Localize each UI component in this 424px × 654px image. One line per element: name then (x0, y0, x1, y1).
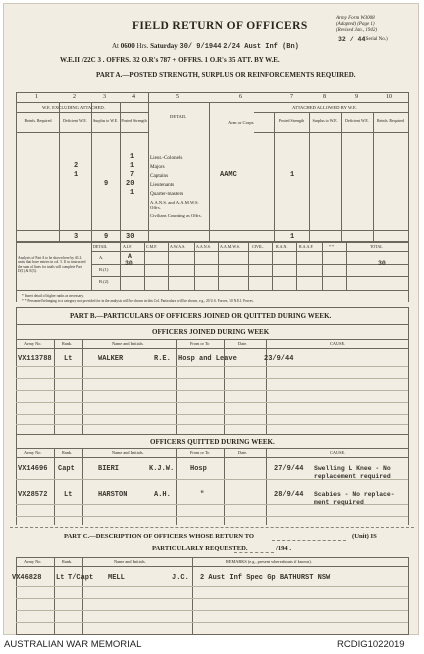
col-head: CAUSE. (330, 450, 346, 455)
arm-header: Arm or Corps (228, 120, 254, 125)
sub-header: Posted Strength (278, 118, 305, 123)
col-head: Name and Initials. (112, 450, 144, 455)
analysis-footnote: * * Personnel belonging to a category not provided for in the analysis will be shown in this Col. Particulars will be shown, e.g., 20 U.S. Forces, 10 N.E.I. Forces. (22, 299, 254, 303)
sub-header: Reinfs. Required (376, 118, 405, 123)
part-a-title: PART A.—POSTED STRENGTH, SURPLUS OR REINFORCEMENTS REQUIRED. (96, 71, 356, 79)
date: 27/9/44 (274, 465, 304, 473)
part-c-unit: (Unit) IS (352, 533, 377, 540)
sub-header: Posted Strength (121, 118, 147, 123)
col-number: 8 (323, 94, 326, 100)
col-number: 9 (355, 94, 358, 100)
serial-number: 32 / 44 (338, 36, 366, 43)
attached-or: O.R's 35 (209, 56, 236, 64)
col-number: 5 (176, 94, 179, 100)
posted-qm: 1 (130, 189, 135, 197)
initials: K.J.W. (149, 465, 175, 473)
att-by-we-label: ATT. BY W.E. (237, 56, 280, 64)
initials: R.E. (154, 355, 171, 363)
part-c-requested: PARTICULARLY REQUESTED. (152, 545, 248, 552)
army-no: VX46828 (12, 574, 42, 582)
analysis-aif-a: A (128, 253, 132, 260)
joined-title: OFFICERS JOINED DURING WEEK (152, 328, 270, 336)
posted-majors: 1 (130, 162, 135, 170)
cause: ment required (314, 499, 364, 506)
col-head: Army No. (24, 341, 42, 346)
quitted-title: OFFICERS QUITTED DURING WEEK. (150, 438, 275, 446)
sub-header: Deficient W.E. (345, 118, 369, 123)
col-head: Name and Initials. (112, 341, 144, 346)
attached-posted: 1 (290, 171, 295, 179)
sub-header: Deficient W.E. (63, 118, 87, 123)
col-number: 1 (35, 94, 38, 100)
detail-header: DETAIL (170, 114, 187, 119)
archive-name: AUSTRALIAN WAR MEMORIAL (4, 639, 142, 650)
total-surplus: 9 (104, 233, 109, 241)
deficient-majors: 2 (74, 162, 79, 170)
army-no: VX28572 (18, 491, 48, 499)
analysis-head: CIVIL. (252, 244, 264, 249)
analysis-head: * * (329, 244, 334, 249)
return-day: Saturday (150, 42, 178, 50)
part-c-title: PART C.—DESCRIPTION OF OFFICERS WHOSE RETURN TO (64, 533, 254, 540)
rank-temporary: T/Capt (68, 574, 94, 582)
form-sheet (3, 3, 419, 635)
archive-footer (0, 636, 424, 654)
from-to: " (200, 491, 205, 499)
posted-lieutenants: 20 (126, 180, 135, 188)
cause: Scabies - No replace- (314, 491, 395, 498)
analysis-footnote: * Insert detail of higher ranks as necessary. (22, 294, 84, 298)
analysis-head: A.A.M.W.S. (220, 244, 240, 249)
analysis-head: R.A.A.F. (299, 244, 314, 249)
rank: Lt (64, 355, 73, 363)
col-head: REMARKS (e.g., present whereabouts if known). (226, 559, 312, 564)
return-time-line (112, 42, 299, 51)
deficient-captains: 1 (74, 171, 79, 179)
col-head: Rank. (62, 450, 73, 455)
analysis-head: TOTAL (370, 244, 383, 249)
surname: MELL (108, 574, 125, 582)
analysis-note: Analysis of Part A to be shown here by ALL units that have entries in col. 5. If so instructed the sum of lines for totals will complete Part D(1) & E(3). (18, 256, 86, 274)
archive-reference: RCDIG1022019 (337, 639, 405, 650)
col-head: Rank. (62, 341, 73, 346)
analysis-head: DETAIL (93, 244, 108, 249)
form-reference (336, 16, 377, 34)
rank-label: Civilians Counting as Offrs. (150, 213, 202, 218)
cut-line (10, 527, 414, 528)
posted-ltcol: 1 (130, 153, 135, 161)
surname: WALKER (98, 355, 124, 363)
remarks: 2 Aust Inf Spec Gp BATHURST NSW (200, 574, 331, 582)
col-head: From or To (190, 341, 210, 346)
analysis-total: 30 (378, 260, 386, 267)
unit-name: 2/24 Aust Inf (Bn) (223, 43, 299, 51)
total-posted: 30 (126, 233, 135, 241)
analysis-head: A.A.N.S. (196, 244, 211, 249)
sub-header: Surplus to W.E. (92, 118, 119, 123)
sub-header: Reinfs. Required (24, 118, 52, 123)
we-reference: W.E.II /22C 3 (60, 56, 101, 64)
analysis-head: A.I.F. (123, 244, 133, 249)
group-header-right: ATTACHED ALLOWED BY W.E. (292, 105, 357, 110)
at-label: At (112, 42, 119, 50)
form-ref-line: Army Form W3008 (336, 16, 375, 21)
col-head: Date. (238, 341, 248, 346)
cause: Swelling L Knee - No (314, 465, 391, 472)
col-number: 3 (103, 94, 106, 100)
serial-label: (Serial No.) (364, 37, 388, 42)
col-head: Date. (238, 450, 248, 455)
col-number: 4 (132, 94, 135, 100)
or-count: O.R's 787 (141, 56, 171, 64)
surname: HARSTON (98, 491, 128, 499)
rank-label: Captains (150, 173, 169, 179)
posted-captains: 7 (130, 171, 135, 179)
total-deficient: 3 (74, 233, 79, 241)
form-title: FIELD RETURN OF OFFICERS (132, 20, 308, 32)
date: 28/9/44 (274, 491, 304, 499)
analysis-head: A.W.A.S. (170, 244, 186, 249)
date: 23/9/44 (264, 355, 294, 363)
rank: Lt (64, 491, 73, 499)
establishment-line (60, 56, 280, 64)
army-no: VX113788 (18, 355, 52, 363)
from-to: Hosp and Leave (178, 355, 237, 363)
part-b-title: PART B.—PARTICULARS OF OFFICERS JOINED OR QUITTED DURING WEEK. (70, 312, 332, 320)
sub-header: Surplus to W.E. (312, 118, 338, 123)
col-number: 7 (290, 94, 293, 100)
group-header-left: W.E. EXCLUDING ATTACHED. (42, 105, 105, 110)
analysis-row-label: B.(2) (99, 279, 109, 284)
col-head: Army No. (24, 559, 42, 564)
analysis-row-label: A. (99, 255, 104, 260)
initials: A.H. (154, 491, 171, 499)
part-c-year: /194 . (276, 545, 292, 552)
col-number: 6 (239, 94, 242, 100)
attached-arm: AAMC (220, 171, 237, 179)
rank-label: Majors (150, 164, 165, 170)
form-ref-line: (Adapted) (Page 1) (336, 22, 375, 27)
rank-label: Lieutenants (150, 182, 175, 188)
col-head: Name and Initials. (114, 559, 146, 564)
rank-label: A.A.N.S. and A.A.M.W.S. Offrs. (150, 200, 199, 211)
col-number: 10 (386, 94, 392, 100)
rank: Capt (58, 465, 75, 473)
attached-offrs: + OFFRS. 1 (172, 56, 209, 64)
rank: Lt (56, 574, 65, 582)
col-head: Army No. (24, 450, 42, 455)
surname: BIERI (98, 465, 120, 473)
return-time: 0600 (120, 42, 135, 50)
from-to: Hosp (190, 465, 207, 473)
analysis-head: C.M.F. (146, 244, 158, 249)
cause: replacement required (314, 473, 391, 480)
col-number: 2 (73, 94, 76, 100)
col-head: CAUSE. (330, 341, 346, 346)
col-head: Rank. (62, 559, 73, 564)
hrs-label: Hrs. (136, 42, 149, 50)
surplus-lieutenants: 9 (104, 180, 109, 188)
analysis-aif-value: 30 (125, 260, 133, 267)
offrs-count: . OFFRS. 32 (102, 56, 140, 64)
analysis-head: R.A.N. (276, 244, 288, 249)
army-no: VX14696 (18, 465, 48, 473)
rank-label: Lieut.-Colonels (150, 155, 183, 161)
initials: J.C. (172, 574, 189, 582)
total-attached: 1 (290, 233, 295, 241)
col-head: From or To (190, 450, 210, 455)
rank-label: Quarter-masters (150, 191, 184, 197)
return-date: 30/ 9/1944 (179, 43, 222, 51)
analysis-row-label: B.(1) (99, 267, 109, 272)
form-ref-line: (Revised Jan., 1942) (336, 28, 378, 33)
